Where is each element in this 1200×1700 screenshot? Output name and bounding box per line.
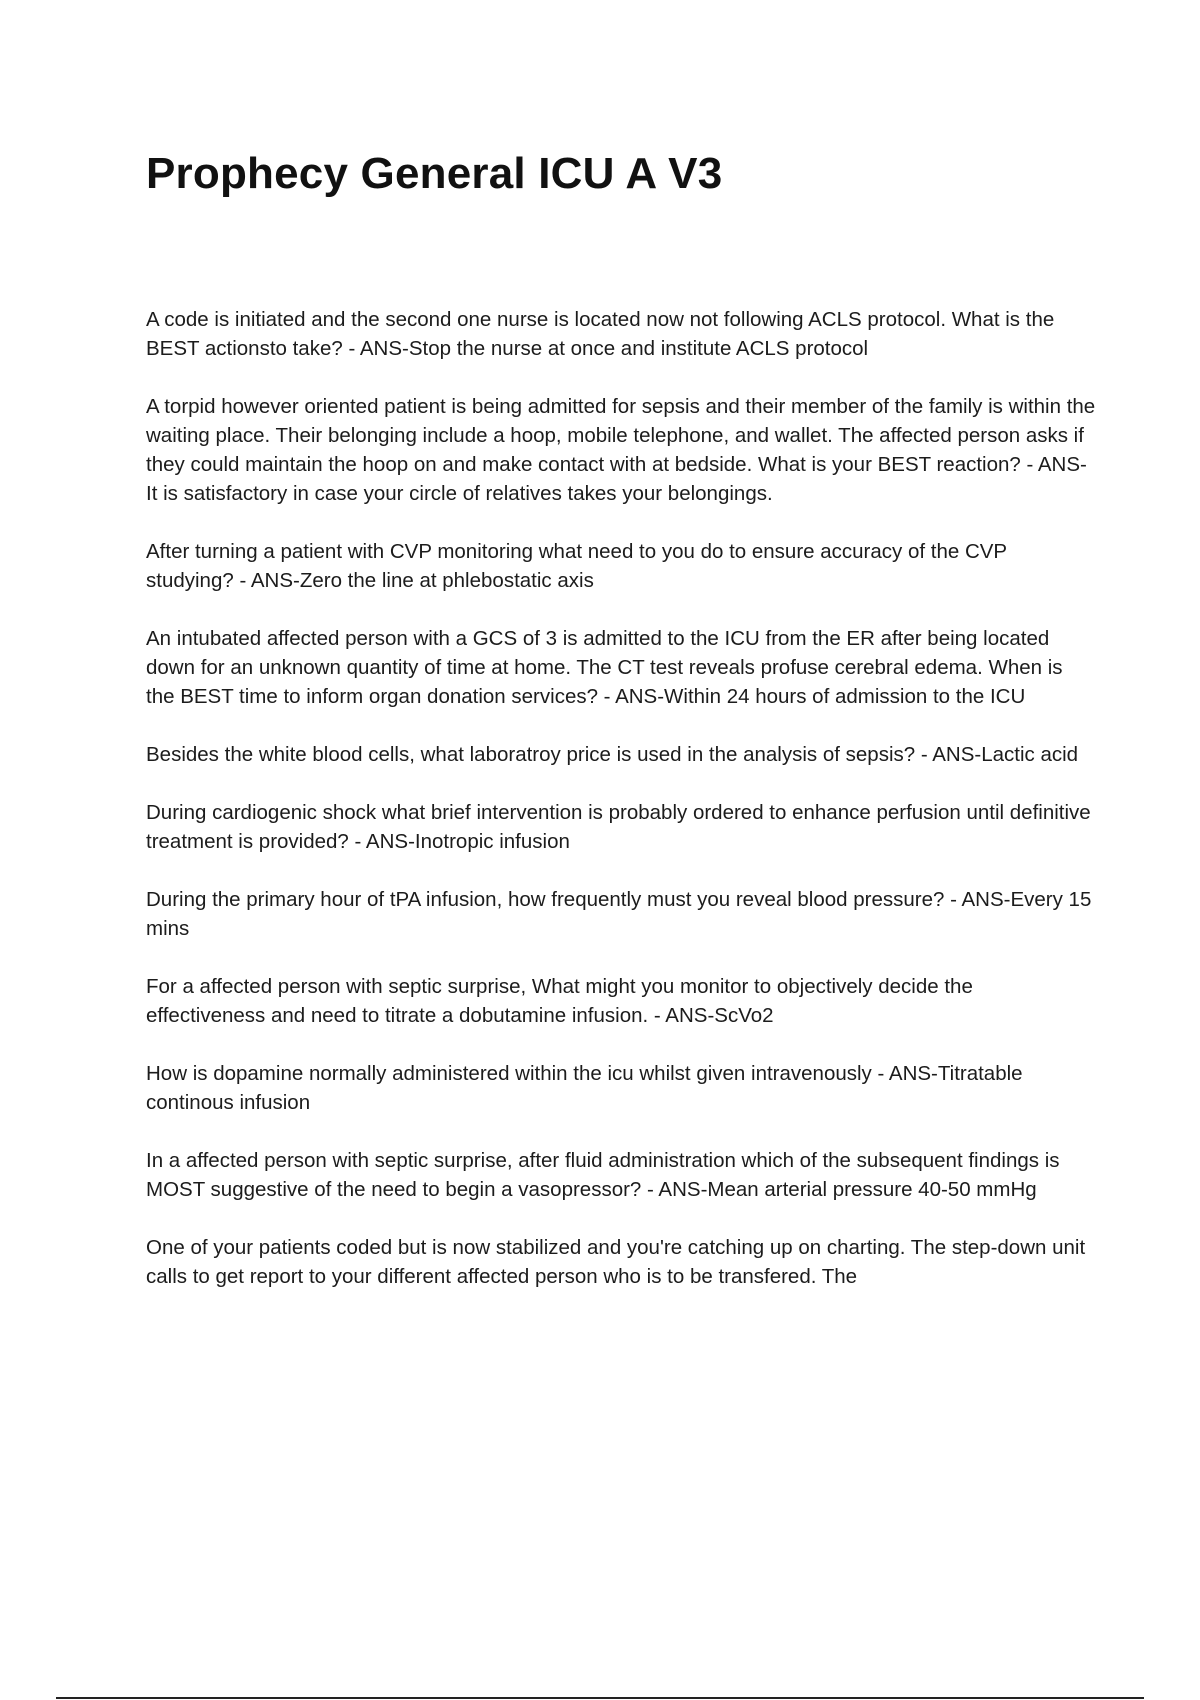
question-item: A torpid however oriented patient is being admitted for sepsis and their member of the family is within the waiting place. Their belonging include a hoop, mobile telephone, and wallet. The affected person asks if they could maintain the hoop on and make contact with at bedside. What is your BEST reaction? - ANS-It is satisfactory in case your circle of relatives takes your belongings. (146, 395, 1096, 505)
question-list (146, 305, 1096, 1320)
page-bottom-divider (56, 1697, 1144, 1699)
page-title: Prophecy General ICU A V3 (146, 149, 723, 198)
question-item: During cardiogenic shock what brief intervention is probably ordered to enhance perfusion until definitive treatment is provided? - ANS-Inotropic infusion (146, 801, 1091, 853)
question-item: An intubated affected person with a GCS of 3 is admitted to the ICU from the ER after being located down for an unknown quantity of time at home. The CT test reveals profuse cerebral edema. When is the BEST time to inform organ donation services? - ANS-Within 24 hours of admission to the ICU (146, 627, 1063, 708)
question-item: After turning a patient with CVP monitoring what need to you do to ensure accuracy of the CVP studying? - ANS-Zero the line at phlebostatic axis (146, 540, 1007, 592)
question-item: During the primary hour of tPA infusion, how frequently must you reveal blood pressure? - ANS-Every 15 mins (146, 888, 1092, 940)
question-item: In a affected person with septic surprise, after fluid administration which of the subsequent findings is MOST suggestive of the need to begin a vasopressor? - ANS-Mean arterial pressure 40-50 mmHg (146, 1149, 1060, 1201)
question-item: For a affected person with septic surprise, What might you monitor to objectively decide the effectiveness and need to titrate a dobutamine infusion. - ANS-ScVo2 (146, 975, 973, 1027)
question-item: Besides the white blood cells, what laboratroy price is used in the analysis of sepsis? - ANS-Lactic acid (146, 743, 1079, 766)
question-item: A code is initiated and the second one nurse is located now not following ACLS protocol. What is the BEST actionsto take? - ANS-Stop the nurse at once and institute ACLS protocol (146, 308, 1055, 360)
question-item: How is dopamine normally administered within the icu whilst given intravenously - ANS-Titratable continous infusion (146, 1062, 1023, 1114)
question-item: One of your patients coded but is now stabilized and you're catching up on charting. The step-down unit calls to get report to your different affected person who is to be transfered. The (146, 1236, 1086, 1288)
